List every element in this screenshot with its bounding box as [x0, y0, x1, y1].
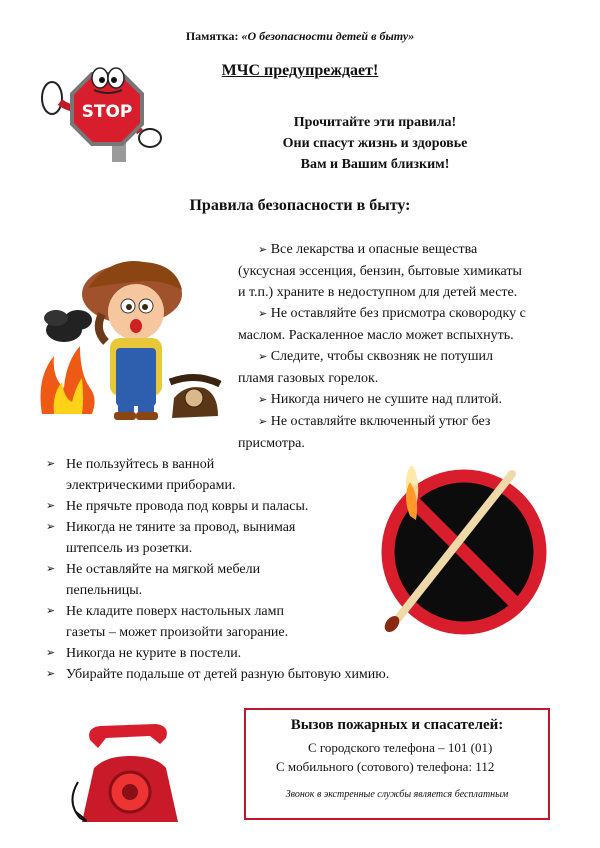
rule-line: Никогда не курите в постели. — [66, 646, 242, 661]
rule-text: Никогда ничего не сушите над плитой. — [270, 392, 502, 407]
bullet-arrow: ➢ — [46, 500, 56, 512]
bullet-arrow: ➢ — [46, 605, 56, 617]
bullet-arrow: ➢ — [46, 521, 56, 533]
rule-line: маслом. Раскаленное масло может вспыхнуть. — [238, 328, 514, 343]
bullet-arrow: ➢ — [258, 244, 268, 256]
fire-icon — [41, 310, 95, 414]
rule-text: Не оставляйте включенный утюг без — [270, 414, 491, 429]
bullet-arrow: ➢ — [258, 351, 268, 363]
rule-item — [46, 664, 466, 685]
slogan — [240, 112, 510, 175]
bullet-arrow: ➢ — [258, 416, 268, 428]
rule-text: Не оставляйте без присмотра сковородку с — [270, 306, 526, 321]
slogan-line: Прочитайте эти правила! — [293, 115, 457, 130]
rules-list-top — [238, 239, 570, 454]
no-match-icon — [372, 466, 552, 640]
rule-line — [238, 346, 570, 368]
bullet-arrow: ➢ — [46, 668, 56, 680]
rule-line: (уксусная эссенция, бензин, бытовые химикаты — [238, 264, 522, 279]
bullet-arrow: ➢ — [258, 308, 268, 320]
rule-line: пламя газовых горелок. — [238, 371, 379, 386]
red-telephone-icon — [66, 722, 194, 826]
slogan-line: Они спасут жизнь и здоровье — [282, 136, 468, 151]
rotary-phone-icon — [170, 377, 220, 418]
rule-line: Не оставляйте на мягкой мебели — [66, 562, 261, 577]
rule-text: Следите, чтобы сквозняк не потушил — [270, 349, 494, 364]
emergency-title: Вызов пожарных и спасателей: — [290, 717, 504, 733]
stop-sign-text: STOP — [81, 102, 133, 122]
warning-heading: МЧС предупреждает! — [221, 62, 379, 79]
rule-line — [238, 303, 570, 325]
rule-line: Не прячьте провода под ковры и паласы. — [66, 499, 309, 514]
rule-line — [238, 389, 570, 411]
rule-line: электрическими приборами. — [66, 478, 236, 493]
bullet-arrow: ➢ — [46, 647, 56, 659]
rule-line: Убирайте подальше от детей разную бытовую химию. — [66, 667, 390, 682]
memo-header — [0, 29, 600, 44]
bullet-arrow: ➢ — [46, 563, 56, 575]
emergency-city-phone: С городского телефона – 101 (01) — [308, 740, 493, 755]
rule-line: и т.п.) храните в недоступном для детей месте. — [238, 285, 518, 300]
bullet-arrow: ➢ — [258, 394, 268, 406]
memo-prefix: Памятка: — [185, 29, 239, 43]
emergency-box — [244, 708, 550, 820]
emergency-free-note: Звонок в экстренные службы является бесплатным — [285, 789, 509, 800]
rule-line: присмотра. — [238, 436, 305, 451]
rule-line: Не кладите поверх настольных ламп — [66, 604, 284, 619]
rule-line: Не пользуйтесь в ванной — [66, 457, 215, 472]
bullet-arrow: ➢ — [46, 458, 56, 470]
rule-line: Никогда не тяните за провод, вынимая — [66, 520, 296, 535]
slogan-line: Вам и Вашим близким! — [300, 157, 450, 172]
rule-line — [238, 239, 570, 261]
rule-line: пепельницы. — [66, 583, 143, 598]
rule-line — [238, 411, 570, 433]
rule-line: газеты – может произойти загорание. — [66, 625, 289, 640]
rule-text: Все лекарства и опасные вещества — [270, 242, 478, 257]
memo-title: «О безопасности детей в быту» — [241, 29, 415, 43]
emergency-mobile-phone: С мобильного (сотового) телефона: 112 — [276, 759, 495, 774]
rules-title: Правила безопасности в быту: — [189, 197, 411, 214]
boy-on-phone-icon — [36, 238, 222, 420]
rule-item — [46, 643, 466, 664]
rule-line: штепсель из розетки. — [66, 541, 193, 556]
